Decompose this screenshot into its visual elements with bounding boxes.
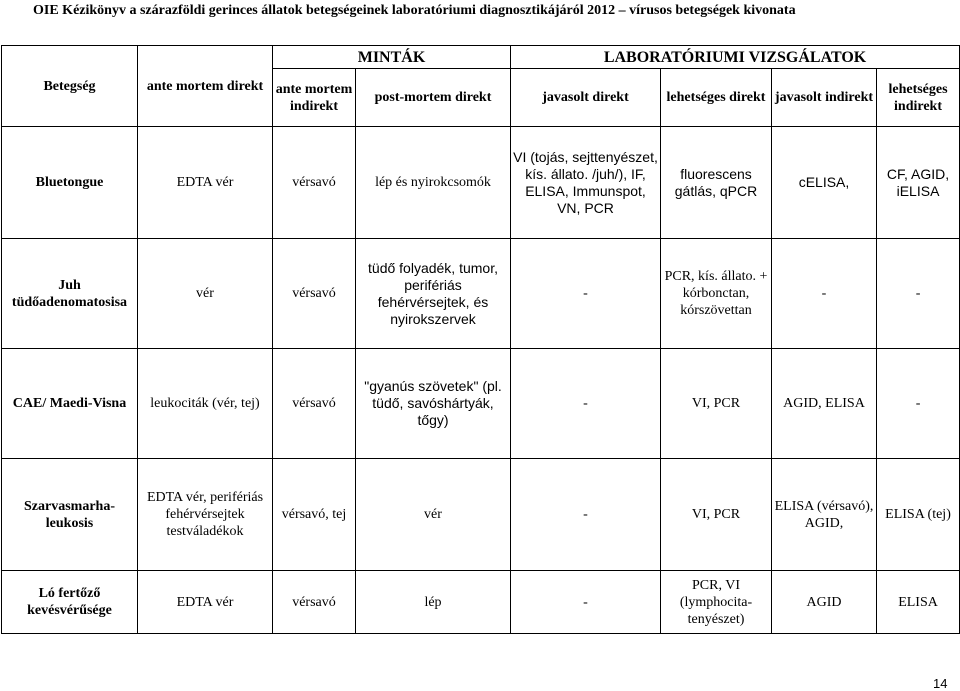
cell-javasolt-indirekt: AGID, ELISA [772, 349, 877, 459]
cell-post-mortem-direkt: tüdő folyadék, tumor, perifériás fehérvérsejtek, és nyirokszervek [356, 239, 511, 349]
table-row [2, 459, 960, 571]
cell-lehetseges-direkt: VI, PCR [661, 349, 772, 459]
cell-javasolt-indirekt: AGID [772, 571, 877, 634]
cell-javasolt-direkt: - [511, 349, 661, 459]
cell-ante-mortem-direkt: leukociták (vér, tej) [138, 349, 273, 459]
cell-ante-mortem-indirekt: vérsavó [273, 571, 356, 634]
header-javasolt-direkt: javasolt direkt [511, 69, 661, 127]
cell-post-mortem-direkt: vér [356, 459, 511, 571]
cell-post-mortem-direkt: lép [356, 571, 511, 634]
disease-name: Juh tüdőadenomatosisa [2, 239, 138, 349]
header-post-mortem-direkt: post-mortem direkt [356, 69, 511, 127]
cell-ante-mortem-indirekt: vérsavó [273, 349, 356, 459]
cell-lehetseges-indirekt: - [877, 239, 960, 349]
cell-javasolt-direkt: VI (tojás, sejttenyészet, kís. állato. /juh/), IF, ELISA, Immunspot, VN, PCR [511, 127, 661, 239]
page-number: 14 [933, 676, 948, 691]
cell-javasolt-indirekt: ELISA (vérsavó), AGID, [772, 459, 877, 571]
cell-javasolt-direkt: - [511, 459, 661, 571]
disease-name: CAE/ Maedi-Visna [2, 349, 138, 459]
cell-lehetseges-direkt: PCR, VI (lymphocita-tenyészet) [661, 571, 772, 634]
disease-name: Bluetongue [2, 127, 138, 239]
header-mintak: MINTÁK [273, 46, 511, 69]
cell-post-mortem-direkt: lép és nyirokcsomók [356, 127, 511, 239]
header-betegseg: Betegség [2, 46, 138, 127]
cell-ante-mortem-direkt: EDTA vér [138, 127, 273, 239]
table-row [2, 239, 960, 349]
cell-ante-mortem-direkt: vér [138, 239, 273, 349]
table-row [2, 349, 960, 459]
cell-lehetseges-indirekt: ELISA (tej) [877, 459, 960, 571]
cell-ante-mortem-indirekt: vérsavó [273, 127, 356, 239]
header-laboratoriumi: LABORATÓRIUMI VIZSGÁLATOK [511, 46, 960, 69]
disease-name: Ló fertőző kevésvérűsége [2, 571, 138, 634]
cell-javasolt-direkt: - [511, 571, 661, 634]
cell-ante-mortem-direkt: EDTA vér [138, 571, 273, 634]
disease-table [1, 45, 960, 634]
table-row [2, 127, 960, 239]
page-title: OIE Kézikönyv a szárazföldi gerinces állatok betegségeinek laboratóriumi diagnosztikájáról 2012 – vírusos betegségek kivonata [33, 3, 796, 18]
cell-ante-mortem-indirekt: vérsavó [273, 239, 356, 349]
cell-ante-mortem-indirekt: vérsavó, tej [273, 459, 356, 571]
cell-lehetseges-indirekt: CF, AGID, iELISA [877, 127, 960, 239]
header-lehetseges-indirekt: lehetséges indirekt [877, 69, 960, 127]
cell-javasolt-indirekt: - [772, 239, 877, 349]
cell-javasolt-direkt: - [511, 239, 661, 349]
cell-lehetseges-direkt: PCR, kís. állato. + kórbonctan, kórszövettan [661, 239, 772, 349]
disease-name: Szarvasmarha-leukosis [2, 459, 138, 571]
header-ante-mortem-direkt: ante mortem direkt [138, 46, 273, 127]
cell-javasolt-indirekt: cELISA, [772, 127, 877, 239]
cell-lehetseges-indirekt: ELISA [877, 571, 960, 634]
header-javasolt-indirekt: javasolt indirekt [772, 69, 877, 127]
header-lehetseges-direkt: lehetséges direkt [661, 69, 772, 127]
table-row [2, 571, 960, 634]
cell-lehetseges-direkt: fluorescens gátlás, qPCR [661, 127, 772, 239]
cell-post-mortem-direkt: "gyanús szövetek" (pl. tüdő, savóshártyák, tőgy) [356, 349, 511, 459]
header-ante-mortem-indirekt: ante mortem indirekt [273, 69, 356, 127]
cell-lehetseges-direkt: VI, PCR [661, 459, 772, 571]
cell-lehetseges-indirekt: - [877, 349, 960, 459]
cell-ante-mortem-direkt: EDTA vér, perifériás fehérvérsejtek testváladékok [138, 459, 273, 571]
